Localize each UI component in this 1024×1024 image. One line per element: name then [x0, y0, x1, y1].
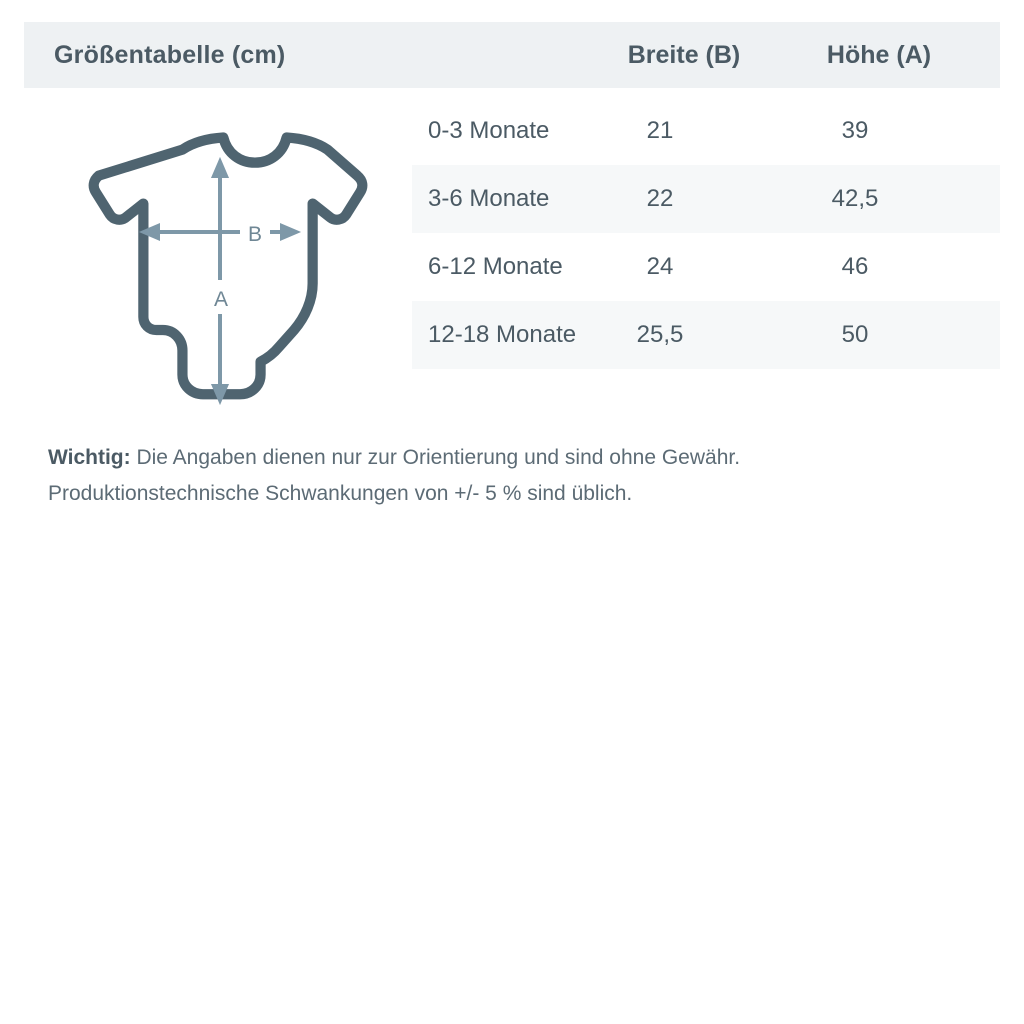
table-row [412, 233, 1000, 301]
table-row [412, 301, 1000, 369]
column-header-width: Breite (B) [627, 40, 741, 69]
cell-size: 3-6 Monate [428, 185, 550, 212]
cell-height: 39 [841, 117, 869, 144]
footnote-line-2: Produktionstechnische Schwankungen von +/- 5 % sind üblich. [48, 482, 633, 505]
table-header-band [24, 22, 1000, 88]
cell-width: 24 [646, 253, 674, 280]
table-row [412, 165, 1000, 233]
cell-height: 50 [841, 321, 869, 348]
page-title: Größentabelle (cm) [54, 40, 286, 69]
table-row [412, 97, 1000, 165]
bodysuit-diagram [70, 110, 390, 420]
cell-width: 21 [646, 117, 674, 144]
diagram-label-width: B [247, 223, 263, 246]
cell-width: 25,5 [636, 321, 684, 348]
footnote-label: Wichtig: [48, 446, 131, 469]
cell-size: 6-12 Monate [428, 253, 563, 280]
cell-size: 12-18 Monate [428, 321, 577, 348]
cell-height: 42,5 [831, 185, 879, 212]
size-table [412, 97, 1000, 369]
cell-height: 46 [841, 253, 869, 280]
column-header-height: Höhe (A) [826, 40, 932, 69]
cell-size: 0-3 Monate [428, 117, 550, 144]
diagram-label-height: A [213, 288, 229, 311]
footnote [48, 440, 978, 512]
footnote-line-1: Die Angaben dienen nur zur Orientierung und sind ohne Gewähr. [130, 446, 741, 469]
cell-width: 22 [646, 185, 674, 212]
